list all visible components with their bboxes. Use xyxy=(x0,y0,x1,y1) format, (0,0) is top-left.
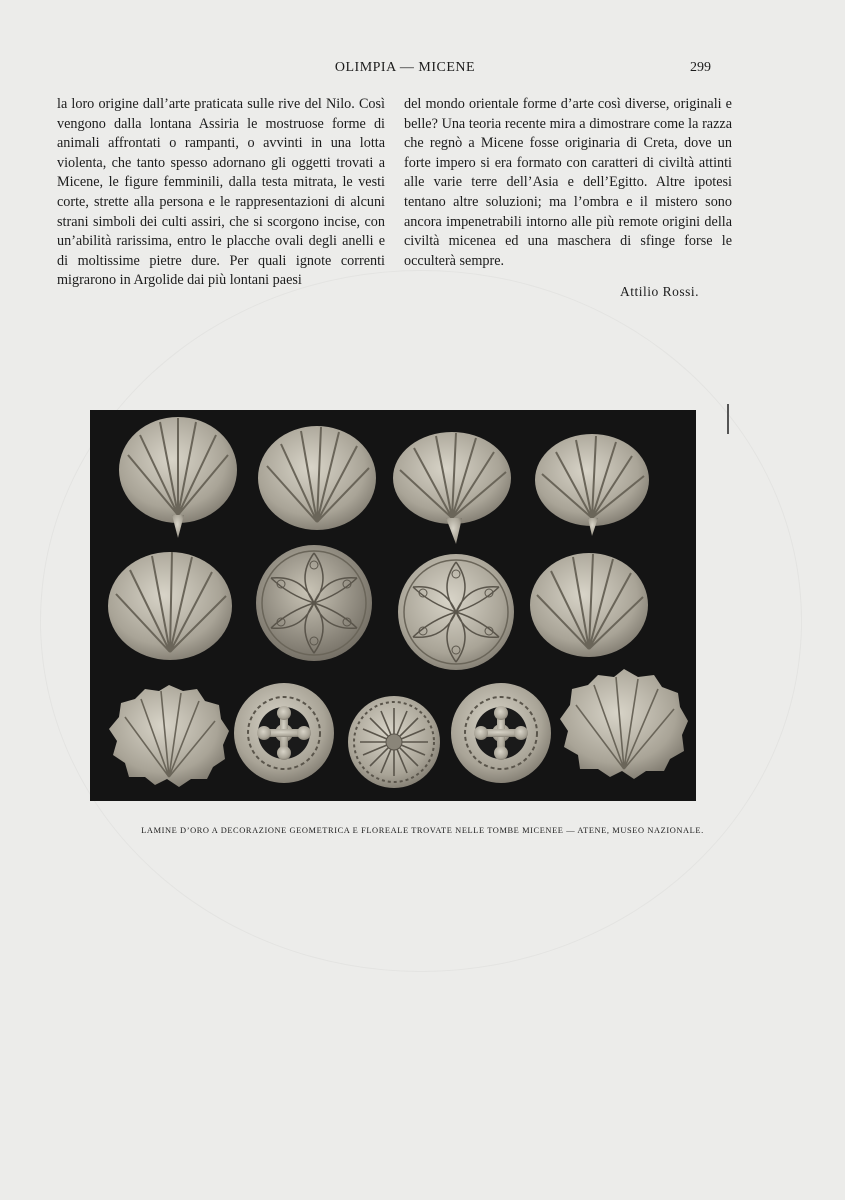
plaque-palmette-5 xyxy=(108,552,232,660)
author-signature: Attilio Rossi. xyxy=(620,284,700,299)
plaques-illustration xyxy=(90,410,696,801)
plaque-rosette-1 xyxy=(256,545,372,661)
plaque-wheel-2 xyxy=(451,683,551,783)
plaque-wheel-1 xyxy=(234,683,334,783)
plaque-palmette-2 xyxy=(258,426,376,530)
plaque-palmette-6 xyxy=(530,553,648,657)
text-column-right xyxy=(404,95,732,271)
plaque-daisy xyxy=(348,696,440,788)
gold-plaques-photograph xyxy=(90,410,696,801)
page-number: 299 xyxy=(690,60,711,75)
margin-mark xyxy=(727,404,729,434)
right-column-text: del mondo orientale forme d’arte così diverse, originali e belle? Una teoria recente mira a dimostrare come la razza che regnò a Micene fosse originaria di Creta, dove un forte impero si era formato con caratteri di civiltà attinti alle varie terre dell’Asia e dell’Egitto. Altre ipotesi tentano altre soluzioni; ma l’ombra e il mistero sono ancora impenetrabili intorno alle più remote origini della civiltà micenea ed una maschera di sfinge forse le occulterà sempre. xyxy=(404,96,732,269)
running-title: OLIMPIA — MICENE xyxy=(334,60,476,75)
figure-caption: LAMINE D’ORO A DECORAZIONE GEOMETRICA E FLOREALE TROVATE NELLE TOMBE MICENEE — ATENE, MUSEO NAZIONALE. xyxy=(141,826,704,835)
text-column-left xyxy=(57,95,385,291)
plaque-rosette-2 xyxy=(398,554,514,670)
left-column-text: la loro origine dall’arte praticata sulle rive del Nilo. Così vengono dalla lontana Assiria le mostruose forme di animali affrontati o rampanti, o avvinti in una lotta violenta, che tanto spesso adornano gli oggetti trovati a Micene, le figure femminili, dalla testa mitrata, le vesti corte, strette alla persona e le rappresentazioni di alcuni strani simboli dei culti assiri, che si scorgono incise, con un’abilità rarissima, entro le placche ovali degli anelli e di moltissime pietre dure. Per quali ignote correnti migrarono in Argolide dai più lontani paesi xyxy=(57,96,385,289)
